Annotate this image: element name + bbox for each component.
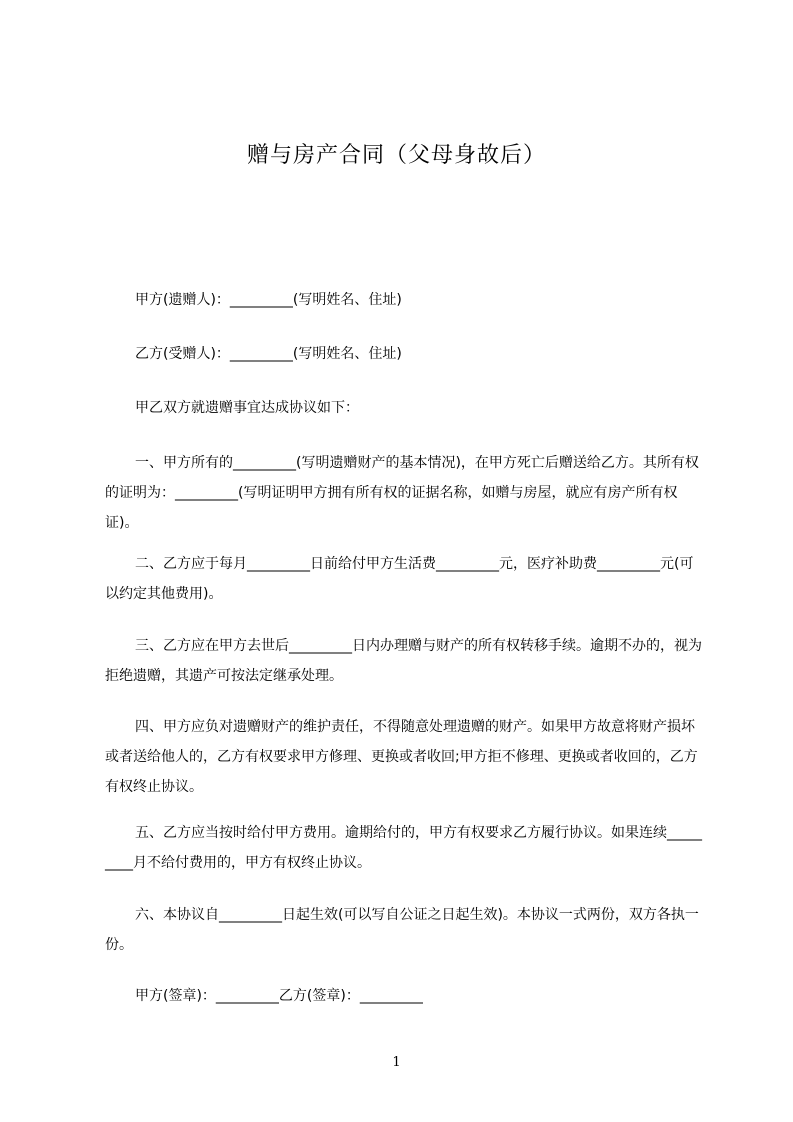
agreement-intro: 甲乙双方就遗赠事宜达成协议如下：	[135, 400, 359, 416]
clause-5: 五、乙方应当按时给付甲方费用。逾期给付的，甲方有权要求乙方履行协议。如果连续_________月不给付费用的，甲方有权终止协议。	[105, 825, 702, 871]
party-b-line: 乙方(受赠人)：_________(写明姓名、住址)	[135, 346, 402, 362]
clause-2: 二、乙方应于每月_________日前给付甲方生活费_________元，医疗补助费_________元(可以约定其他费用)。	[105, 556, 694, 602]
clause-6: 六、本协议自_________日起生效(可以写自公证之日起生效)。本协议一式两份，双方各执一份。	[105, 907, 699, 953]
clause-1: 一、甲方所有的_________(写明遗赠财产的基本情况)，在甲方死亡后赠送给乙方。其所有权的证明为：_________(写明证明甲方拥有所有权的证据名称，如赠与房屋，就应有房产所有权证)。	[105, 455, 699, 531]
signature-line: 甲方(签章)：_________乙方(签章)：_________	[135, 988, 423, 1004]
clause-3: 三、乙方应在甲方去世后_________日内办理赠与财产的所有权转移手续。逾期不办的，视为拒绝遗赠，其遗产可按法定继承处理。	[105, 638, 702, 684]
page-number: 1	[392, 1055, 401, 1070]
clause-4: 四、甲方应负对遗赠财产的维护责任，不得随意处理遗赠的财产。如果甲方故意将财产损坏或者送给他人的，乙方有权要求甲方修理、更换或者收回;甲方拒不修理、更换或者收回的，乙方有权终止协议。	[105, 719, 698, 795]
document-title: 赠与房产合同（父母身故后）	[246, 143, 546, 168]
party-a-line: 甲方(遗赠人)：_________(写明姓名、住址)	[135, 292, 402, 308]
